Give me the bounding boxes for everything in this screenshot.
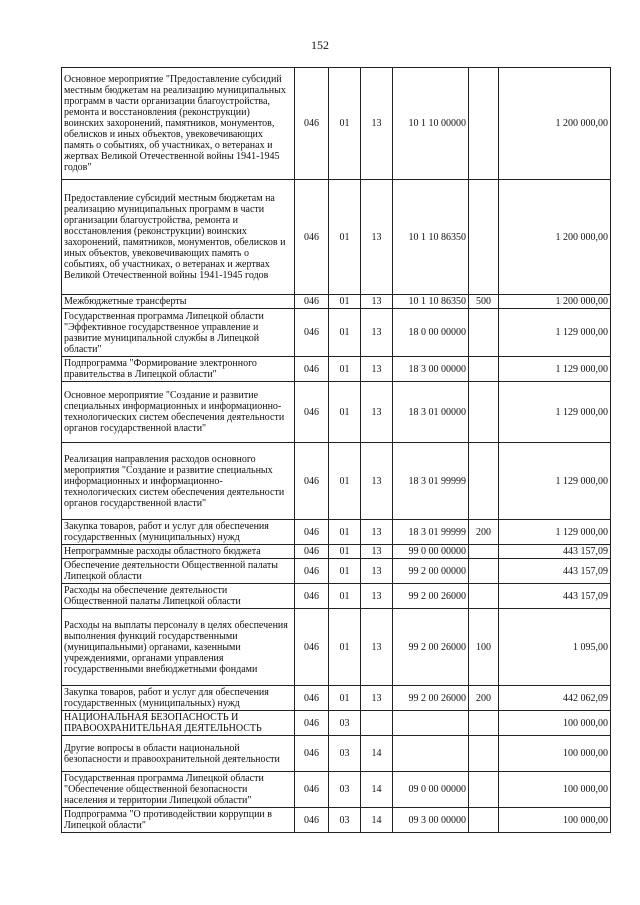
row-expense-type — [469, 808, 499, 833]
row-subsection: 14 — [361, 808, 393, 833]
table-row — [62, 609, 611, 686]
row-subsection — [361, 711, 393, 736]
row-name: НАЦИОНАЛЬНАЯ БЕЗОПАСНОСТЬ И ПРАВООХРАНИТЕЛЬНАЯ ДЕЯТЕЛЬНОСТЬ — [62, 711, 295, 736]
row-sum: 100 000,00 — [499, 772, 611, 808]
row-code: 046 — [295, 382, 329, 443]
table-row — [62, 545, 611, 559]
row-name: Государственная программа Липецкой области "Обеспечение общественной безопасности населения и территории Липецкой области" — [62, 772, 295, 808]
row-expense-type — [469, 443, 499, 520]
row-expense-type — [469, 309, 499, 357]
row-section: 03 — [329, 808, 361, 833]
row-name: Расходы на выплаты персоналу в целях обеспечения выполнения функций государственными (муниципальными) органами, казенными учреждениями, органами управления государственными внебюджетными фондами — [62, 609, 295, 686]
row-name: Закупка товаров, работ и услуг для обеспечения государственных (муниципальных) нужд — [62, 520, 295, 545]
row-sum: 443 157,09 — [499, 559, 611, 584]
table-row — [62, 686, 611, 711]
row-code: 046 — [295, 357, 329, 382]
row-section: 01 — [329, 584, 361, 609]
row-code: 046 — [295, 736, 329, 772]
table-row — [62, 443, 611, 520]
table-row — [62, 180, 611, 295]
row-section: 01 — [329, 68, 361, 180]
row-subsection: 13 — [361, 68, 393, 180]
row-subsection: 14 — [361, 736, 393, 772]
row-sum: 443 157,09 — [499, 545, 611, 559]
row-article: 18 3 01 00000 — [393, 382, 469, 443]
row-subsection: 13 — [361, 609, 393, 686]
row-name: Обеспечение деятельности Общественной палаты Липецкой области — [62, 559, 295, 584]
row-article: 99 2 00 26000 — [393, 686, 469, 711]
row-section: 01 — [329, 520, 361, 545]
row-expense-type — [469, 736, 499, 772]
budget-table — [61, 67, 611, 833]
table-row — [62, 584, 611, 609]
row-expense-type — [469, 584, 499, 609]
row-code: 046 — [295, 711, 329, 736]
row-expense-type — [469, 382, 499, 443]
table-row — [62, 711, 611, 736]
row-article: 99 2 00 26000 — [393, 584, 469, 609]
row-name: Государственная программа Липецкой области "Эффективное государственное управление и развитие муниципальной службы в Липецкой области" — [62, 309, 295, 357]
budget-table-body — [62, 68, 611, 833]
row-article: 99 0 00 00000 — [393, 545, 469, 559]
table-row — [62, 559, 611, 584]
row-section: 03 — [329, 772, 361, 808]
row-code: 046 — [295, 180, 329, 295]
row-section: 01 — [329, 686, 361, 711]
row-code: 046 — [295, 520, 329, 545]
row-expense-type: 200 — [469, 686, 499, 711]
row-section: 01 — [329, 180, 361, 295]
table-row — [62, 772, 611, 808]
row-sum: 100 000,00 — [499, 711, 611, 736]
row-code: 046 — [295, 772, 329, 808]
row-sum: 443 157,09 — [499, 584, 611, 609]
row-section: 01 — [329, 382, 361, 443]
row-article — [393, 736, 469, 772]
row-expense-type: 500 — [469, 295, 499, 309]
row-article: 10 1 10 00000 — [393, 68, 469, 180]
row-article: 18 3 01 99999 — [393, 443, 469, 520]
row-code: 046 — [295, 309, 329, 357]
row-section: 01 — [329, 295, 361, 309]
row-article: 10 1 10 86350 — [393, 180, 469, 295]
row-name: Предоставление субсидий местным бюджетам на реализацию муниципальных программ в части организации благоустройства, ремонта и восстановления (реконструкции) воинских захоронений, памятников, монументов, обелисков и иных объектов, увековечивающих память о событиях, об участниках, о ветеранах и жертвах Великой Отечественной войны 1941-1945 годов — [62, 180, 295, 295]
row-name: Непрограммные расходы областного бюджета — [62, 545, 295, 559]
table-row — [62, 357, 611, 382]
row-expense-type — [469, 772, 499, 808]
row-subsection: 13 — [361, 180, 393, 295]
row-name: Подпрограмма "Формирование электронного правительства в Липецкой области" — [62, 357, 295, 382]
table-row — [62, 382, 611, 443]
row-section: 03 — [329, 711, 361, 736]
row-code: 046 — [295, 808, 329, 833]
row-name: Подпрограмма "О противодействии коррупции в Липецкой области" — [62, 808, 295, 833]
row-section: 01 — [329, 443, 361, 520]
row-article: 99 2 00 00000 — [393, 559, 469, 584]
row-sum: 1 129 000,00 — [499, 357, 611, 382]
row-article — [393, 711, 469, 736]
row-code: 046 — [295, 545, 329, 559]
row-name: Основное мероприятие "Предоставление субсидий местным бюджетам на реализацию муниципальных программ в части организации благоустройства, ремонта и восстановления (реконструкции) воинских захоронений, памятников, монументов, обелисков и иных объектов, увековечивающих память о событиях, об участниках, о ветеранах и жертвах Великой Отечественной войны 1941-1945 годов" — [62, 68, 295, 180]
row-expense-type — [469, 711, 499, 736]
row-article: 10 1 10 86350 — [393, 295, 469, 309]
row-subsection: 13 — [361, 584, 393, 609]
row-subsection: 13 — [361, 382, 393, 443]
row-name: Основное мероприятие "Создание и развитие специальных информационных и информационно-технологических систем обеспечения деятельности органов государственной власти" — [62, 382, 295, 443]
row-sum: 100 000,00 — [499, 808, 611, 833]
row-sum: 1 095,00 — [499, 609, 611, 686]
row-code: 046 — [295, 295, 329, 309]
row-name: Закупка товаров, работ и услуг для обеспечения государственных (муниципальных) нужд — [62, 686, 295, 711]
row-name: Другие вопросы в области национальной безопасности и правоохранительной деятельности — [62, 736, 295, 772]
row-sum: 100 000,00 — [499, 736, 611, 772]
row-article: 99 2 00 26000 — [393, 609, 469, 686]
row-article: 18 3 00 00000 — [393, 357, 469, 382]
table-row — [62, 808, 611, 833]
row-article: 18 3 01 99999 — [393, 520, 469, 545]
row-sum: 1 200 000,00 — [499, 180, 611, 295]
row-section: 03 — [329, 736, 361, 772]
row-code: 046 — [295, 68, 329, 180]
row-subsection: 13 — [361, 295, 393, 309]
row-sum: 1 200 000,00 — [499, 68, 611, 180]
table-row — [62, 295, 611, 309]
row-sum: 1 129 000,00 — [499, 309, 611, 357]
row-code: 046 — [295, 686, 329, 711]
row-subsection: 13 — [361, 443, 393, 520]
row-name: Расходы на обеспечение деятельности Общественной палаты Липецкой области — [62, 584, 295, 609]
row-subsection: 13 — [361, 520, 393, 545]
row-subsection: 13 — [361, 686, 393, 711]
row-subsection: 13 — [361, 559, 393, 584]
table-row — [62, 736, 611, 772]
row-expense-type — [469, 68, 499, 180]
table-row — [62, 520, 611, 545]
row-code: 046 — [295, 443, 329, 520]
row-code: 046 — [295, 584, 329, 609]
row-sum: 1 129 000,00 — [499, 520, 611, 545]
row-subsection: 13 — [361, 309, 393, 357]
row-expense-type — [469, 545, 499, 559]
row-code: 046 — [295, 609, 329, 686]
row-subsection: 13 — [361, 545, 393, 559]
table-row — [62, 68, 611, 180]
row-sum: 442 062,09 — [499, 686, 611, 711]
row-section: 01 — [329, 357, 361, 382]
row-article: 09 0 00 00000 — [393, 772, 469, 808]
row-section: 01 — [329, 309, 361, 357]
row-sum: 1 129 000,00 — [499, 382, 611, 443]
row-expense-type: 200 — [469, 520, 499, 545]
page-number: 152 — [311, 38, 329, 52]
row-section: 01 — [329, 609, 361, 686]
row-subsection: 14 — [361, 772, 393, 808]
row-section: 01 — [329, 559, 361, 584]
row-name: Межбюджетные трансферты — [62, 295, 295, 309]
table-row — [62, 309, 611, 357]
row-code: 046 — [295, 559, 329, 584]
row-sum: 1 200 000,00 — [499, 295, 611, 309]
row-expense-type — [469, 357, 499, 382]
row-expense-type — [469, 559, 499, 584]
row-name: Реализация направления расходов основного мероприятия "Создание и развитие специальных информационных и информационно-технологических систем обеспечения деятельности органов государственной власти" — [62, 443, 295, 520]
row-expense-type — [469, 180, 499, 295]
row-article: 18 0 00 00000 — [393, 309, 469, 357]
row-section: 01 — [329, 545, 361, 559]
row-expense-type: 100 — [469, 609, 499, 686]
row-article: 09 3 00 00000 — [393, 808, 469, 833]
row-sum: 1 129 000,00 — [499, 443, 611, 520]
row-subsection: 13 — [361, 357, 393, 382]
